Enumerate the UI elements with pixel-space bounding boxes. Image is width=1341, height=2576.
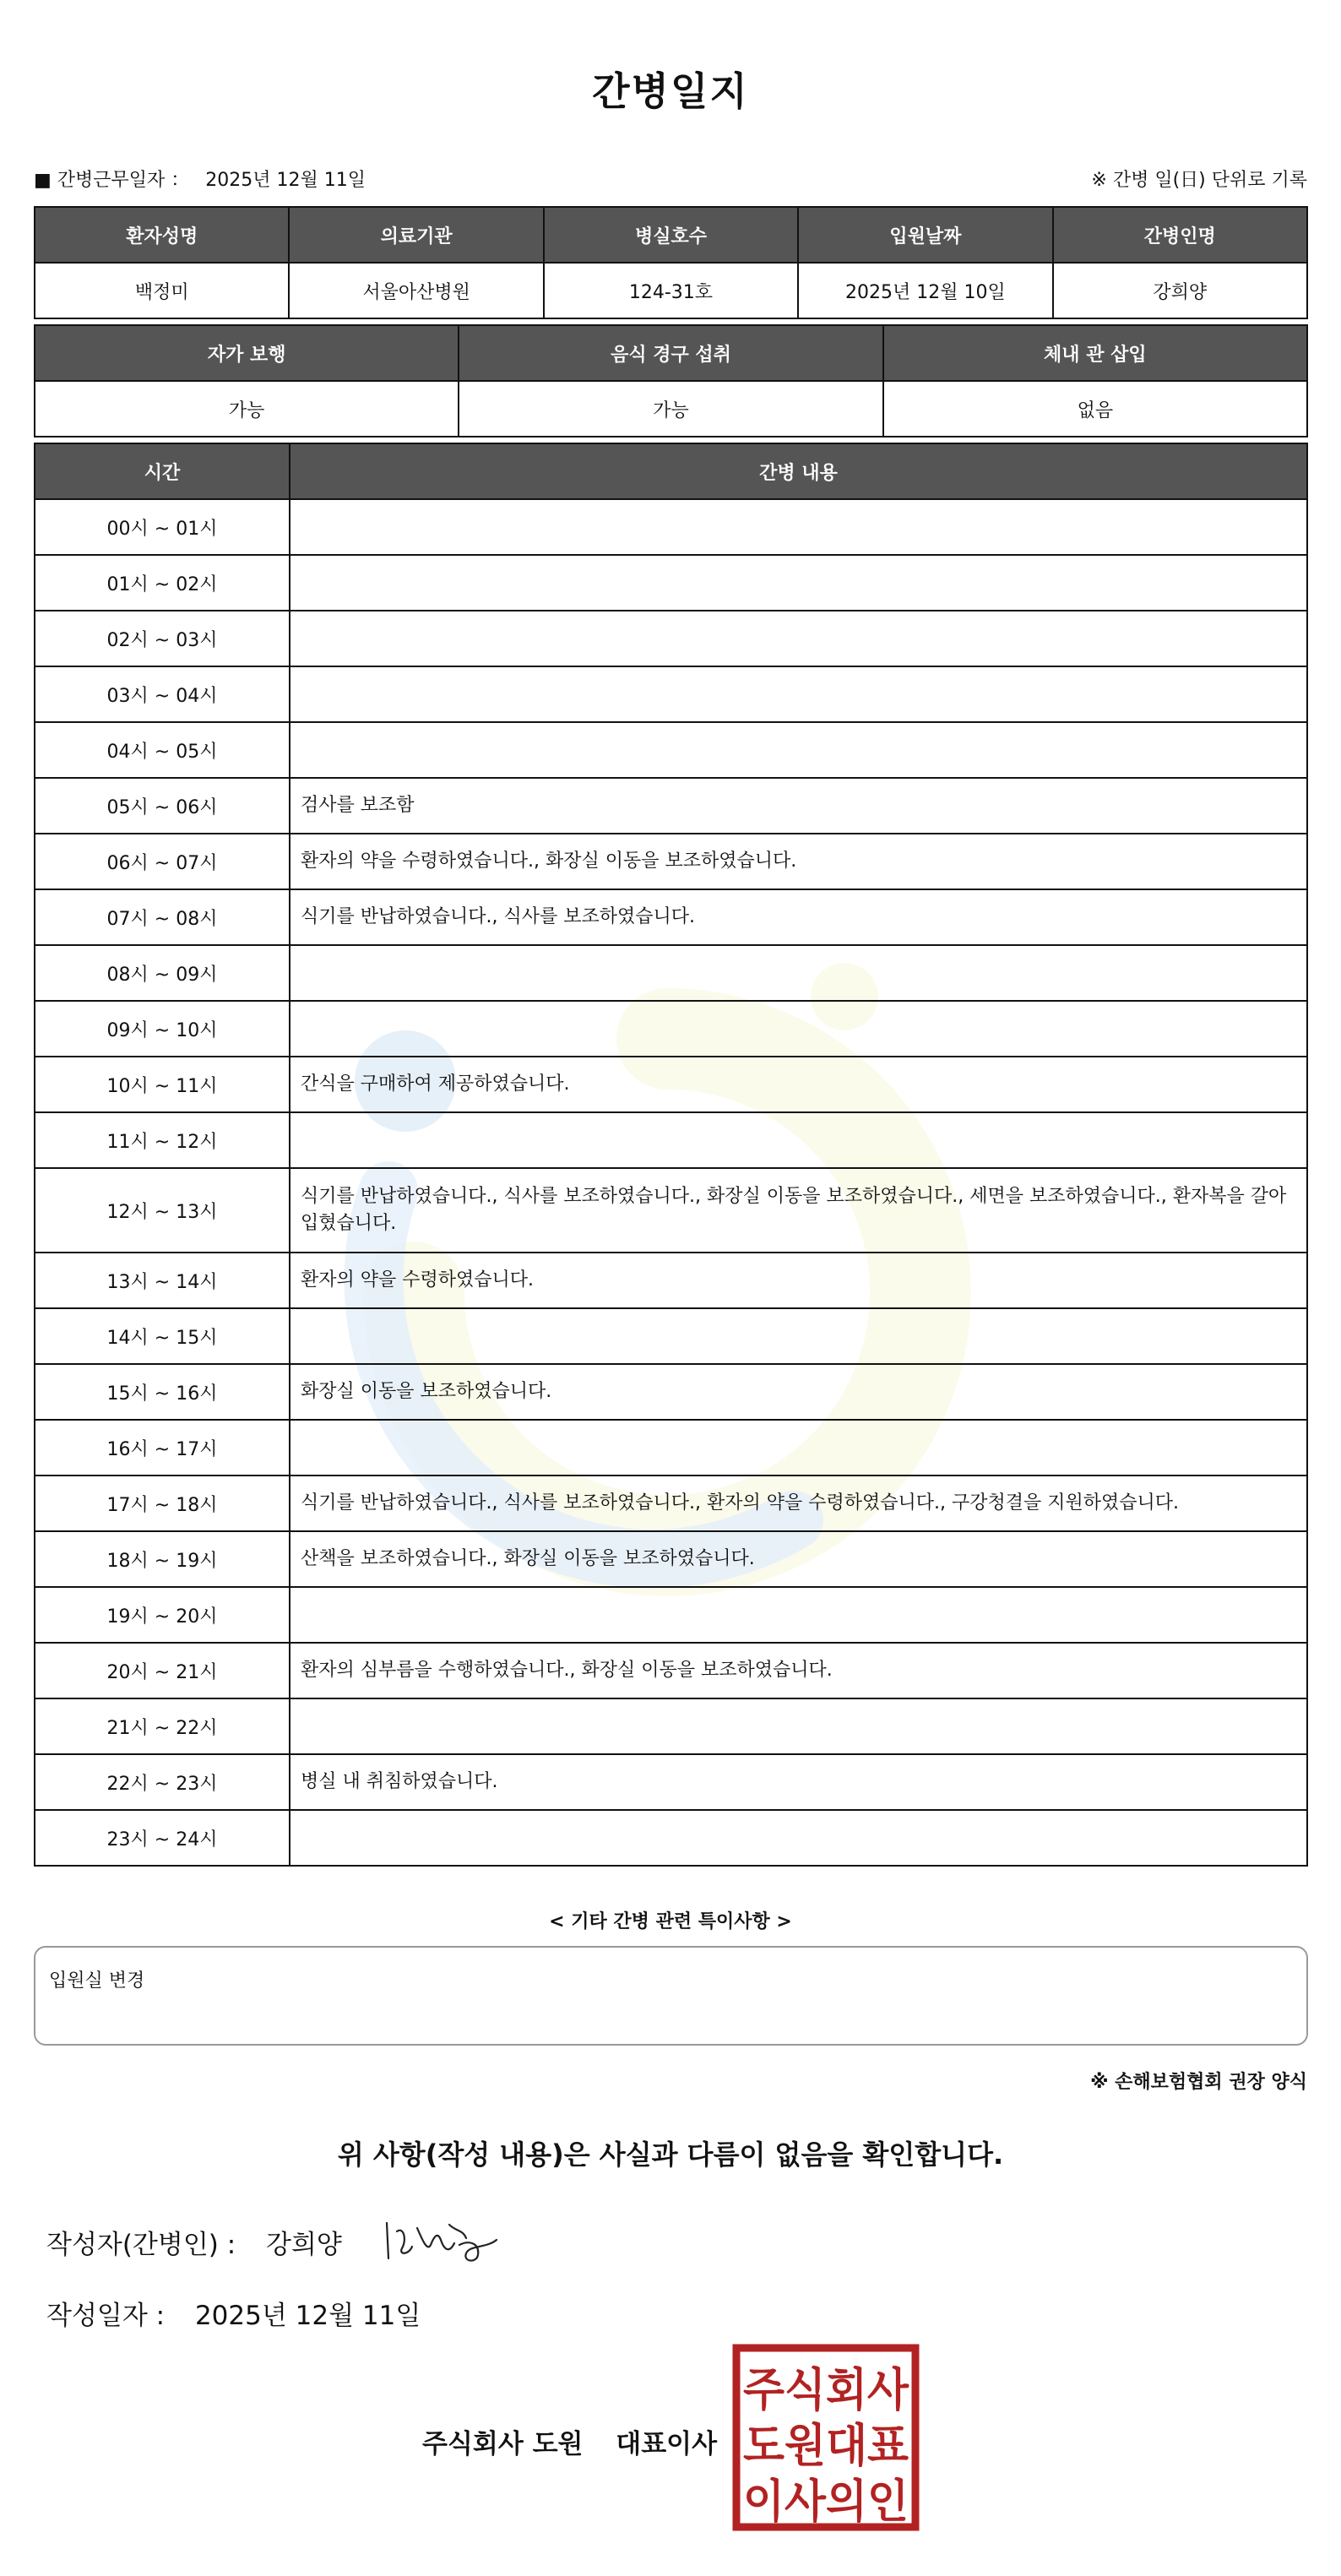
care-log-row — [35, 889, 1307, 945]
caregiver-name: 강희양 — [1053, 263, 1307, 318]
care-log-row — [35, 778, 1307, 834]
care-log-row — [35, 666, 1307, 722]
handwritten-signature — [378, 2206, 505, 2274]
care-log-content: 환자의 약을 수령하였습니다. — [290, 1253, 1307, 1308]
care-log-row — [35, 1420, 1307, 1475]
care-log-body — [35, 499, 1307, 1866]
care-log-row — [35, 1112, 1307, 1168]
care-log-content: 식기를 반납하였습니다., 식사를 보조하였습니다. — [290, 889, 1307, 945]
care-log-time: 10시 ~ 11시 — [35, 1057, 290, 1112]
care-log-time: 23시 ~ 24시 — [35, 1810, 290, 1866]
patient-info-table — [34, 206, 1308, 319]
care-log-row — [35, 1643, 1307, 1698]
care-log-row — [35, 1057, 1307, 1112]
care-log-time: 11시 ~ 12시 — [35, 1112, 290, 1168]
care-log-row — [35, 722, 1307, 778]
care-log-row — [35, 1587, 1307, 1643]
care-log-row — [35, 1810, 1307, 1866]
care-log-time: 15시 ~ 16시 — [35, 1364, 290, 1420]
header-care-content: 간병 내용 — [290, 443, 1307, 499]
care-log-content — [290, 1112, 1307, 1168]
care-log-row — [35, 1754, 1307, 1810]
header-oral-intake: 음식 경구 섭취 — [459, 325, 882, 381]
company-name: 주식회사 도원 — [422, 2429, 584, 2459]
care-log-row — [35, 1364, 1307, 1420]
svg-text:도원대표: 도원대표 — [743, 2419, 909, 2472]
care-log-content — [290, 1001, 1307, 1057]
care-log-row — [35, 1531, 1307, 1587]
care-log-row — [35, 555, 1307, 611]
care-log-content — [290, 499, 1307, 555]
admission-date: 2025년 12월 10일 — [798, 263, 1052, 318]
header-hospital: 의료기관 — [289, 207, 543, 263]
svg-text:주식회사: 주식회사 — [743, 2363, 909, 2416]
header-tube-insertion: 체내 관 삽입 — [883, 325, 1307, 381]
care-log-time: 02시 ~ 03시 — [35, 611, 290, 666]
header-time: 시간 — [35, 443, 290, 499]
recommend-note: ※ 손해보험협회 권장 양식 — [1090, 2072, 1307, 2093]
care-log-time: 20시 ~ 21시 — [35, 1643, 290, 1698]
care-log-content — [290, 1420, 1307, 1475]
care-log-time: 06시 ~ 07시 — [35, 834, 290, 889]
care-log-time: 22시 ~ 23시 — [35, 1754, 290, 1810]
care-log-time: 05시 ~ 06시 — [35, 778, 290, 834]
status-header-row — [35, 325, 1307, 381]
hospital: 서울아산병원 — [289, 263, 543, 318]
header-caregiver-name: 간병인명 — [1053, 207, 1307, 263]
svg-text:이사의인: 이사의인 — [743, 2475, 909, 2528]
page-title: 간병일지 — [592, 68, 749, 114]
special-notes-text: 입원실 변경 — [49, 1970, 145, 1992]
header-admission-date: 입원날짜 — [798, 207, 1052, 263]
care-log-row — [35, 945, 1307, 1001]
company-signature-line — [422, 2422, 717, 2460]
care-log-time: 09시 ~ 10시 — [35, 1001, 290, 1057]
written-date-row — [46, 2294, 421, 2332]
oral-intake: 가능 — [459, 381, 882, 437]
notes-caption: < 기타 간병 관련 특이사항 > — [549, 1911, 792, 1932]
status-info-table — [34, 324, 1308, 437]
work-date — [34, 166, 366, 192]
care-log-row — [35, 1698, 1307, 1754]
care-log-content — [290, 555, 1307, 611]
care-log-content: 검사를 보조함 — [290, 778, 1307, 834]
care-log-time: 07시 ~ 08시 — [35, 889, 290, 945]
care-log-content: 간식을 구매하여 제공하였습니다. — [290, 1057, 1307, 1112]
care-log-content — [290, 1698, 1307, 1754]
care-log-row — [35, 1475, 1307, 1531]
care-log-row — [35, 1308, 1307, 1364]
care-log-row — [35, 611, 1307, 666]
status-value-row — [35, 381, 1307, 437]
care-log-content: 산책을 보조하였습니다., 화장실 이동을 보조하였습니다. — [290, 1531, 1307, 1587]
care-log-content: 병실 내 취침하였습니다. — [290, 1754, 1307, 1810]
patient-name: 백정미 — [35, 263, 289, 318]
care-log-time: 03시 ~ 04시 — [35, 666, 290, 722]
care-log-row — [35, 1001, 1307, 1057]
care-log-content: 식기를 반납하였습니다., 식사를 보조하였습니다., 환자의 약을 수령하였습니다., 구강청결을 지원하였습니다. — [290, 1475, 1307, 1531]
care-log-time: 01시 ~ 02시 — [35, 555, 290, 611]
patient-info-header-row — [35, 207, 1307, 263]
special-notes-box — [34, 1946, 1308, 2046]
written-date-label: 작성일자 : — [46, 2301, 166, 2331]
room-number: 124-31호 — [544, 263, 798, 318]
care-log-content: 환자의 심부름을 수행하였습니다., 화장실 이동을 보조하였습니다. — [290, 1643, 1307, 1698]
care-log-time: 19시 ~ 20시 — [35, 1587, 290, 1643]
care-log-time: 00시 ~ 01시 — [35, 499, 290, 555]
confirmation-statement: 위 사항(작성 내용)은 사실과 다름이 없음을 확인합니다. — [337, 2139, 1004, 2171]
company-ceo-title: 대표이사 — [616, 2429, 718, 2459]
header-self-walking: 자가 보행 — [35, 325, 459, 381]
care-log-content: 화장실 이동을 보조하였습니다. — [290, 1364, 1307, 1420]
care-log-content — [290, 1810, 1307, 1866]
care-log-time: 18시 ~ 19시 — [35, 1531, 290, 1587]
work-date-value: 2025년 12월 11일 — [205, 170, 366, 191]
care-log-time: 14시 ~ 15시 — [35, 1308, 290, 1364]
care-log-content — [290, 666, 1307, 722]
signer-label: 작성자(간병인) : — [46, 2230, 236, 2260]
unit-note: ※ 간병 일(日) 단위로 기록 — [1091, 170, 1307, 191]
care-log-content — [290, 722, 1307, 778]
care-log-content — [290, 611, 1307, 666]
tube-insertion: 없음 — [883, 381, 1307, 437]
signer-name: 강희양 — [266, 2230, 342, 2260]
care-log-time: 16시 ~ 17시 — [35, 1420, 290, 1475]
care-log-time: 04시 ~ 05시 — [35, 722, 290, 778]
patient-info-value-row — [35, 263, 1307, 318]
care-log-time: 17시 ~ 18시 — [35, 1475, 290, 1531]
self-walking: 가능 — [35, 381, 459, 437]
care-log-content — [290, 945, 1307, 1001]
care-log-time: 21시 ~ 22시 — [35, 1698, 290, 1754]
header-room: 병실호수 — [544, 207, 798, 263]
care-log-content — [290, 1308, 1307, 1364]
company-seal-stamp — [731, 2343, 920, 2532]
care-log-content — [290, 1587, 1307, 1643]
care-log-row — [35, 1253, 1307, 1308]
care-log-time: 13시 ~ 14시 — [35, 1253, 290, 1308]
care-log-content: 환자의 약을 수령하였습니다., 화장실 이동을 보조하였습니다. — [290, 834, 1307, 889]
header-patient-name: 환자성명 — [35, 207, 289, 263]
care-log-time: 08시 ~ 09시 — [35, 945, 290, 1001]
written-date-value: 2025년 12월 11일 — [194, 2301, 421, 2331]
care-log-content: 식기를 반납하였습니다., 식사를 보조하였습니다., 화장실 이동을 보조하였습니다., 세면을 보조하였습니다., 환자복을 갈아입혔습니다. — [290, 1168, 1307, 1253]
care-log-time: 12시 ~ 13시 — [35, 1168, 290, 1253]
signer-row — [46, 2223, 342, 2261]
work-date-label: ■ 간병근무일자 ： — [34, 170, 190, 191]
care-log-header-row — [35, 443, 1307, 499]
care-log-row — [35, 834, 1307, 889]
care-log-row — [35, 499, 1307, 555]
care-log-row — [35, 1168, 1307, 1253]
care-log-table — [34, 443, 1308, 1867]
